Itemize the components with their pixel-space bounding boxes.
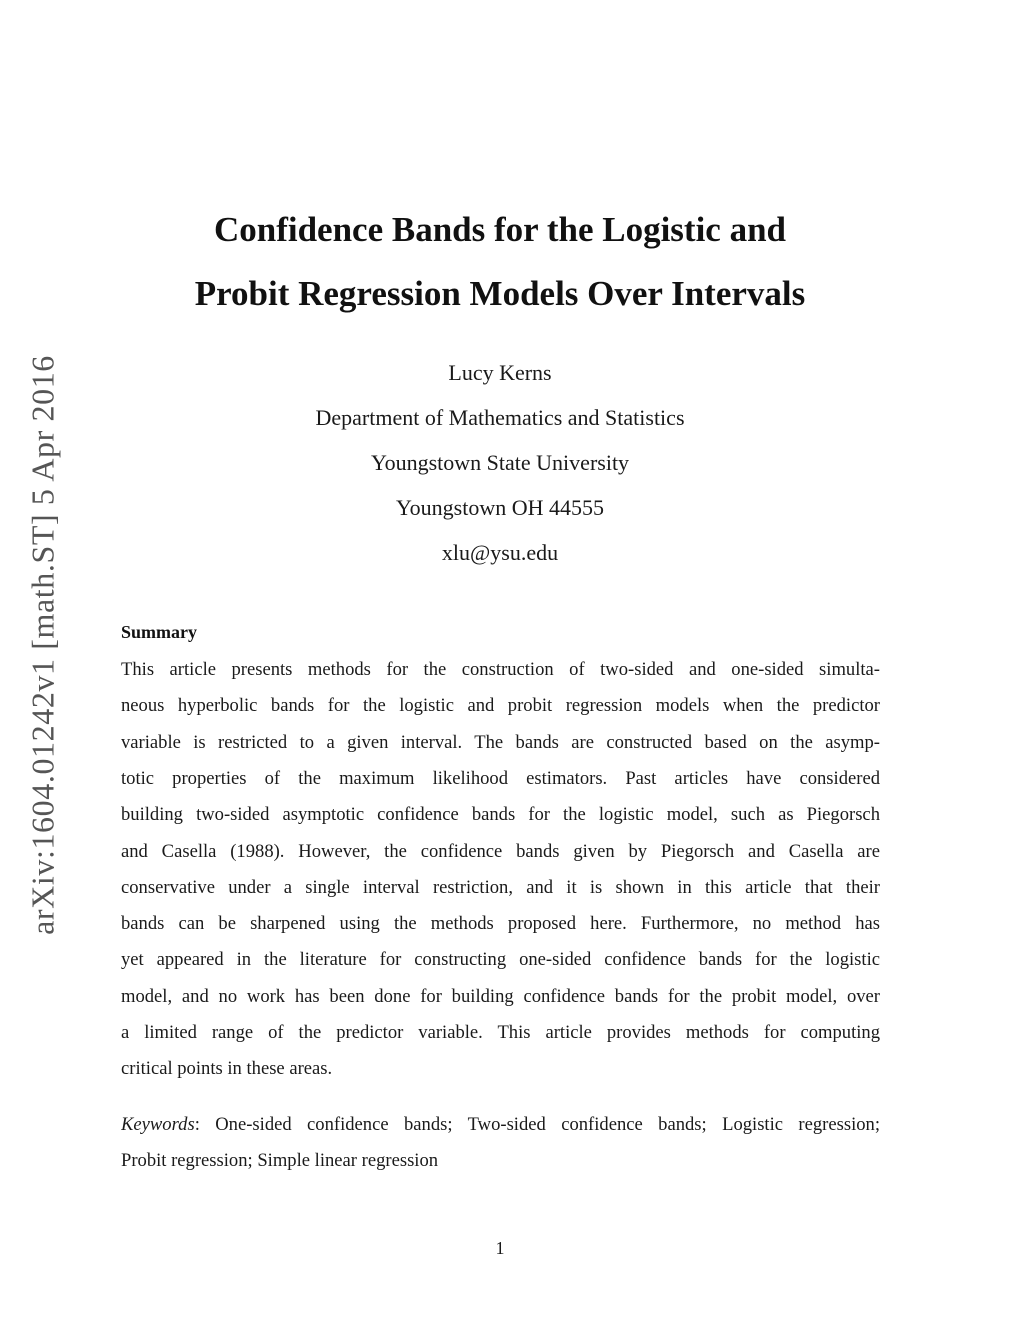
- summary-line: building two-sided asymptotic confidence bands for the logistic model, such as Piegorsch: [121, 804, 880, 825]
- author-university: Youngstown State University: [370, 450, 630, 475]
- author-address: Youngstown OH 44555: [395, 495, 605, 520]
- summary-line: a limited range of the predictor variable. This article provides methods for computing: [121, 1022, 880, 1043]
- keywords-label: Keywords: [121, 1114, 195, 1135]
- keywords-line-1: [121, 1113, 880, 1137]
- summary-line: critical points in these areas.: [121, 1058, 333, 1079]
- page-number: 1: [495, 1238, 505, 1258]
- summary-line: model, and no work has been done for building confidence bands for the probit model, over: [121, 986, 880, 1007]
- summary-line: This article presents methods for the construction of two-sided and one-sided simulta-: [121, 659, 880, 680]
- summary-line: totic properties of the maximum likelihood estimators. Past articles have considered: [121, 768, 880, 789]
- title-line-2: Probit Regression Models Over Intervals: [194, 274, 806, 313]
- summary-line: variable is restricted to a given interval. The bands are constructed based on the asymp-: [121, 732, 880, 753]
- title-line-1: Confidence Bands for the Logistic and: [213, 210, 787, 249]
- keywords-line-1-text: : One-sided confidence bands; Two-sided confidence bands; Logistic regression;: [194, 1114, 880, 1135]
- author-name: Lucy Kerns: [448, 360, 552, 385]
- author-email: xlu@ysu.edu: [441, 540, 559, 565]
- summary-line: conservative under a single interval restriction, and it is shown in this article that their: [121, 877, 880, 898]
- summary-line: bands can be sharpened using the methods proposed here. Furthermore, no method has: [121, 913, 880, 934]
- summary-line: yet appeared in the literature for constructing one-sided confidence bands for the logistic: [121, 949, 880, 970]
- author-department: Department of Mathematics and Statistics: [315, 405, 685, 430]
- keywords-line-2: Probit regression; Simple linear regression: [121, 1150, 439, 1171]
- summary-heading: Summary: [121, 622, 197, 642]
- arxiv-identifier-stamp: arXiv:1604.01242v1 [math.ST] 5 Apr 2016: [24, 355, 61, 935]
- summary-line: neous hyperbolic bands for the logistic and probit regression models when the predictor: [121, 695, 880, 716]
- summary-line: and Casella (1988). However, the confidence bands given by Piegorsch and Casella are: [121, 841, 880, 862]
